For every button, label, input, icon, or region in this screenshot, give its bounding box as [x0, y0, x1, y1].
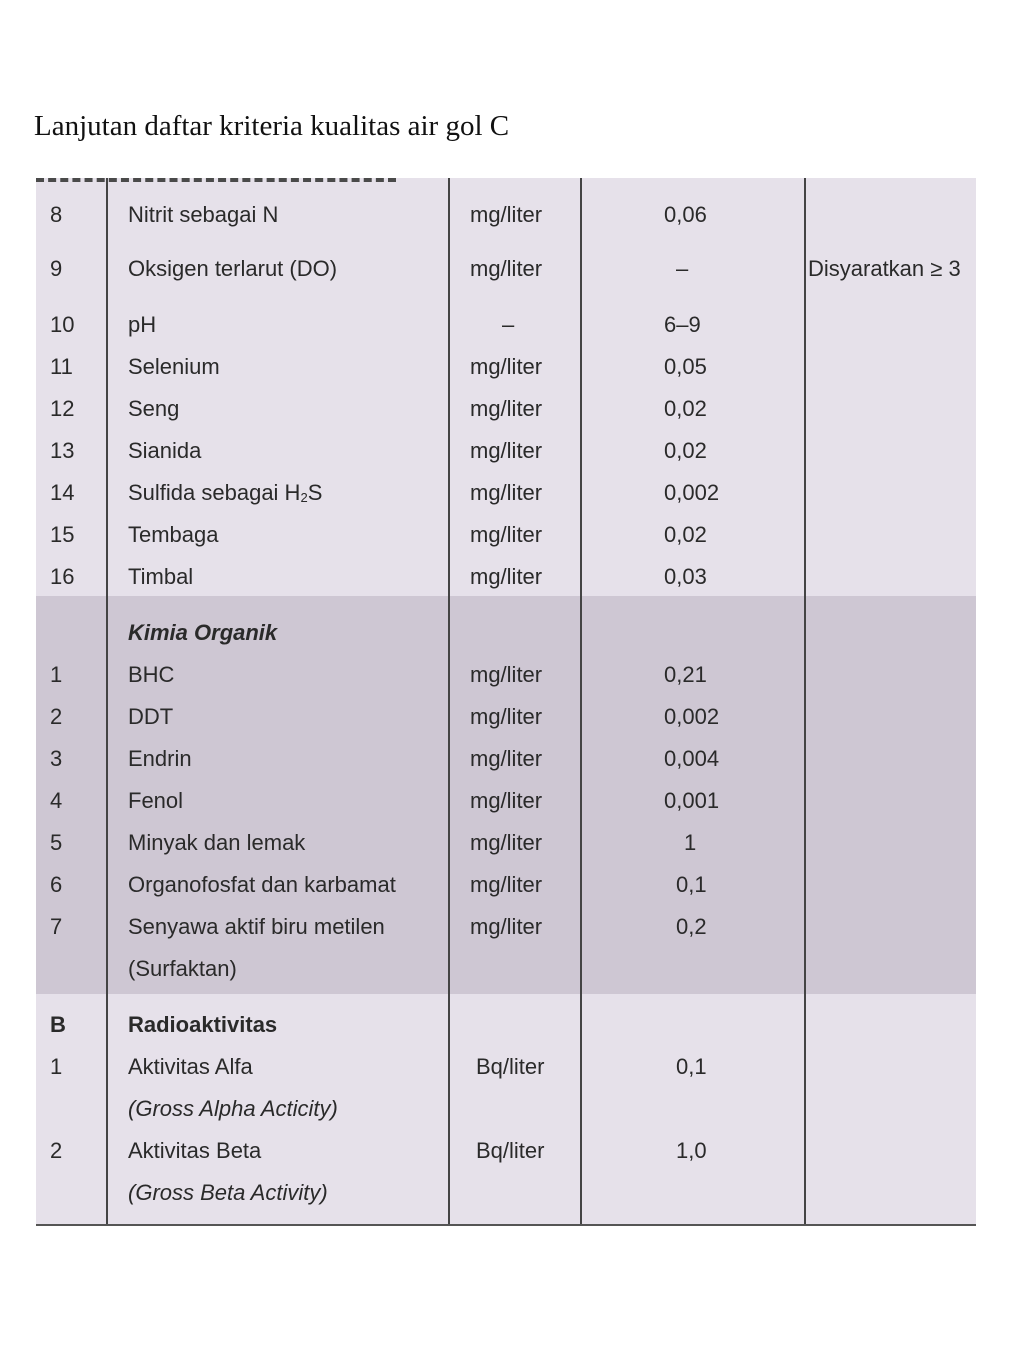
unit: mg/liter: [470, 480, 543, 505]
section-heading-organic: Kimia Organik: [128, 620, 278, 645]
parameter-name: Timbal: [128, 564, 194, 589]
parameter-name: pH: [128, 312, 157, 337]
parameter-subtitle: (Gross Beta Activity): [128, 1180, 328, 1205]
parameter-name: Organofosfat dan karbamat: [128, 872, 396, 897]
table-row: [36, 822, 976, 864]
row-number: 16: [50, 564, 75, 589]
row-number: 7: [50, 914, 63, 939]
value: 0,21: [664, 662, 707, 687]
value: 0,002: [664, 704, 720, 729]
table-row: [36, 556, 976, 598]
table-row: [36, 346, 976, 388]
table-row-continuation: [36, 1172, 976, 1214]
top-dashed-border: [36, 178, 396, 182]
row-number: 1: [50, 1054, 63, 1079]
parameter-name: Aktivitas Alfa: [128, 1054, 253, 1079]
table-row: [36, 430, 976, 472]
subscript: 2: [300, 490, 308, 505]
row-number: 14: [50, 480, 75, 505]
row-number: 1: [50, 662, 63, 687]
unit: mg/liter: [470, 914, 543, 939]
table-row-continuation: [36, 1088, 976, 1130]
unit: mg/liter: [470, 830, 543, 855]
table-row: [36, 696, 976, 738]
table-row: [36, 304, 976, 346]
table-row: [36, 906, 976, 948]
parameter-name: BHC: [128, 662, 175, 687]
note: Disyaratkan ≥ 3: [808, 256, 961, 281]
value: 0,03: [664, 564, 707, 589]
parameter-name: Tembaga: [128, 522, 219, 547]
row-number: 2: [50, 1138, 63, 1163]
parameter-name: Fenol: [128, 788, 184, 813]
value: 0,004: [664, 746, 720, 771]
parameter-name: Sulfida sebagai $H_2S$: [128, 480, 323, 505]
value: 0,1: [676, 1054, 707, 1079]
parameter-continuation: (Surfaktan): [128, 956, 237, 981]
value: 1,0: [676, 1138, 707, 1163]
row-number: 13: [50, 438, 75, 463]
page-title: Lanjutan daftar kriteria kualitas air gol C: [34, 110, 510, 142]
table-row: [36, 248, 976, 290]
parameter-name: Sianida: [128, 438, 202, 463]
table-row: [36, 864, 976, 906]
row-number: 9: [50, 256, 63, 281]
table-row: [36, 654, 976, 696]
value: 0,02: [664, 522, 707, 547]
value: –: [676, 256, 689, 281]
table-bottom-border: [36, 1224, 976, 1226]
row-number: 6: [50, 872, 63, 897]
table-row: [36, 1130, 976, 1172]
value: 0,2: [676, 914, 707, 939]
parameter-name: Aktivitas Beta: [128, 1138, 262, 1163]
parameter-name: Nitrit sebagai N: [128, 202, 279, 227]
row-number: 4: [50, 788, 63, 813]
parameter-name: Senyawa aktif biru metilen: [128, 914, 385, 939]
parameter-name: Oksigen terlarut (DO): [128, 256, 338, 281]
parameter-subtitle: (Gross Alpha Acticity): [128, 1096, 338, 1121]
value: 0,02: [664, 438, 707, 463]
parameter-name: Seng: [128, 396, 180, 421]
value: 0,001: [664, 788, 720, 813]
table-row: [36, 1046, 976, 1088]
row-number: 3: [50, 746, 63, 771]
table-row: [36, 388, 976, 430]
value: 0,06: [664, 202, 707, 227]
row-number: 2: [50, 704, 63, 729]
value: 1: [684, 830, 697, 855]
unit: mg/liter: [470, 522, 543, 547]
unit: mg/liter: [470, 202, 543, 227]
value: 0,02: [664, 396, 707, 421]
table-row: [36, 738, 976, 780]
parameter-name: Minyak dan lemak: [128, 830, 306, 855]
unit: mg/liter: [470, 438, 543, 463]
unit: mg/liter: [470, 564, 543, 589]
section-heading-radio: Radioaktivitas: [128, 1012, 278, 1037]
table-row: [36, 514, 976, 556]
table-row-continuation: [36, 948, 976, 990]
criteria-table: [36, 178, 976, 1226]
value: 0,1: [676, 872, 707, 897]
section-code: B: [50, 1012, 66, 1037]
parameter-name: DDT: [128, 704, 174, 729]
unit: mg/liter: [470, 662, 543, 687]
section-heading-row: [36, 1004, 976, 1046]
value: 0,002: [664, 480, 720, 505]
unit: mg/liter: [470, 788, 543, 813]
value: 6–9: [664, 312, 701, 337]
unit: mg/liter: [470, 256, 543, 281]
section-heading-row: [36, 612, 976, 654]
table-row: [36, 194, 976, 236]
unit: mg/liter: [470, 746, 543, 771]
parameter-name: Endrin: [128, 746, 192, 771]
unit: mg/liter: [470, 872, 543, 897]
row-number: 5: [50, 830, 63, 855]
unit: Bq/liter: [476, 1138, 545, 1163]
unit: mg/liter: [470, 704, 543, 729]
value: 0,05: [664, 354, 707, 379]
row-number: 12: [50, 396, 75, 421]
table-row: [36, 472, 976, 514]
unit: mg/liter: [470, 396, 543, 421]
parameter-name: Selenium: [128, 354, 220, 379]
table-row: [36, 780, 976, 822]
row-number: 11: [50, 354, 73, 379]
row-number: 15: [50, 522, 75, 547]
unit: mg/liter: [470, 354, 543, 379]
unit: –: [502, 312, 515, 337]
unit: Bq/liter: [476, 1054, 545, 1079]
row-number: 10: [50, 312, 75, 337]
row-number: 8: [50, 202, 63, 227]
